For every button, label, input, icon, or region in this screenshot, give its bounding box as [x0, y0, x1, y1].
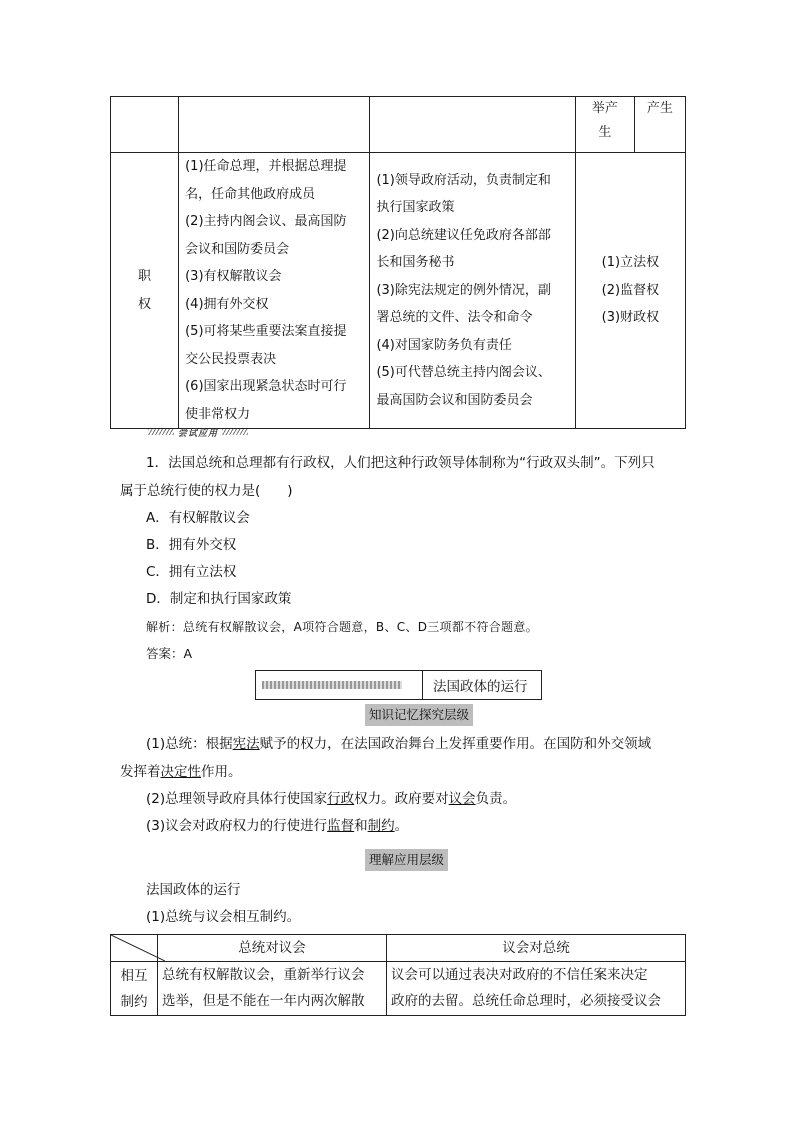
powers-table [110, 96, 686, 429]
header-cell-empty [111, 97, 179, 153]
parliament-power-line-0: (1)立法权 [601, 255, 660, 271]
president-power-line-5: (4)拥有外交权 [185, 296, 269, 312]
option-d: D．制定和执行国家政策 [146, 591, 292, 607]
sub-point: (1)总统与议会相互制约。 [146, 909, 301, 925]
option-c: C．拥有立法权 [146, 564, 237, 580]
header-president-to-parliament: 总统对议会 [158, 935, 387, 962]
premier-power-line-6: (4)对国家防务负有责任 [376, 337, 512, 353]
header-cell-elect: 举产 生 [575, 97, 634, 153]
header-cell-produce: 产生 [634, 97, 685, 153]
president-power-line-6: (5)可将某些重要法案直接提 [185, 324, 347, 339]
header-cell-premier [370, 97, 575, 153]
premier-power-line-7: (5)可代替总统主持内阁会议、 [376, 365, 551, 381]
premier-power-line-8: 最高国防会议和国防委员会 [376, 392, 533, 408]
row-label-powers: 职 权 [111, 153, 179, 429]
banner-knowledge: 知识记忆探究层级 [365, 704, 473, 726]
point-2: (2)总理领导政府具体行使国家行政权力。政府要对议会负责。 [146, 791, 517, 807]
header-parliament-to-president: 议会对总统 [387, 935, 686, 962]
section-deco-text: 尝试应用 [178, 428, 219, 439]
hatch-right [222, 429, 248, 435]
premier-power-line-2: (2)向总统建议任免政府各部部 [376, 227, 551, 243]
topic-box-hatch [256, 671, 423, 699]
sub-title: 法国政体的运行 [146, 882, 241, 898]
topic-title: 法国政体的运行 [433, 679, 528, 695]
cell-president-to-parliament: 总统有权解散议会，重新举行议会 选举，但是不能在一年内两次解散 [158, 962, 387, 1016]
president-power-line-7: 交公民投票表决 [185, 351, 277, 367]
president-power-line-2: (2)主持内阁会议、最高国防 [185, 214, 347, 229]
diagonal-line [111, 935, 165, 961]
president-power-line-9: 使非常权力 [185, 406, 251, 422]
option-a: A．有权解散议会 [146, 510, 250, 526]
president-power-line-3: 会议和国防委员会 [185, 241, 290, 257]
premier-power-line-0: (1)领导政府活动，负责制定和 [376, 172, 551, 188]
section-decoration [148, 427, 266, 437]
president-power-line-1: 名，任命其他政府成员 [185, 186, 316, 202]
question-line-1: 1．法国总统和总理都有行政权，人们把这种行政领导体制称为“行政双头制”。下列只 [146, 455, 655, 471]
parliament-power-line-1: (2)监督权 [601, 282, 660, 298]
premier-powers-list [370, 167, 574, 415]
parliament-power-line-2: (3)财政权 [601, 310, 660, 326]
parliament-powers-list [576, 249, 685, 332]
mutual-check-table [110, 934, 686, 1016]
header-cell-president [179, 97, 370, 153]
corner-cell [111, 935, 158, 962]
question-line-2: 属于总统行使的权力是( ) [120, 483, 293, 499]
answer: 答案：A [146, 646, 193, 661]
president-powers-cell [179, 153, 370, 429]
cell-parliament-to-president: 议会可以通过表决对政府的不信任案来决定 政府的去留。总统任命总理时，必须接受议会 [387, 962, 686, 1016]
premier-powers-cell [370, 153, 575, 429]
president-power-line-0: (1)任命总理，并根据总理提 [185, 159, 347, 174]
option-b: B．拥有外交权 [146, 537, 237, 553]
point-1: (1)总统：根据宪法赋予的权力，在法国政治舞台上发挥重要作用。在国防和外交领域 [146, 736, 652, 752]
premier-power-line-1: 执行国家政策 [376, 200, 455, 216]
analysis: 解析：总统有权解散议会，A项符合题意，B、C、D三项都不符合题意。 [146, 620, 538, 634]
president-powers-list [179, 153, 369, 428]
president-power-line-8: (6)国家出现紧急状态时可行 [185, 379, 347, 394]
point-1-cont: 发挥着决定性作用。 [120, 764, 242, 780]
topic-box [255, 670, 542, 700]
hatch-left [148, 429, 174, 435]
premier-power-line-3: 长和国务秘书 [376, 255, 455, 271]
parliament-powers-cell [575, 153, 685, 429]
banner-application: 理解应用层级 [365, 849, 448, 871]
premier-power-line-4: (3)除宪法规定的例外情况，副 [376, 282, 551, 298]
premier-power-line-5: 署总统的文件、法令和命令 [376, 310, 533, 326]
row-label-mutual: 相互 制约 [111, 962, 158, 1016]
point-3: (3)议会对政府权力的行使进行监督和制约。 [146, 818, 409, 834]
president-power-line-4: (3)有权解散议会 [185, 269, 282, 284]
